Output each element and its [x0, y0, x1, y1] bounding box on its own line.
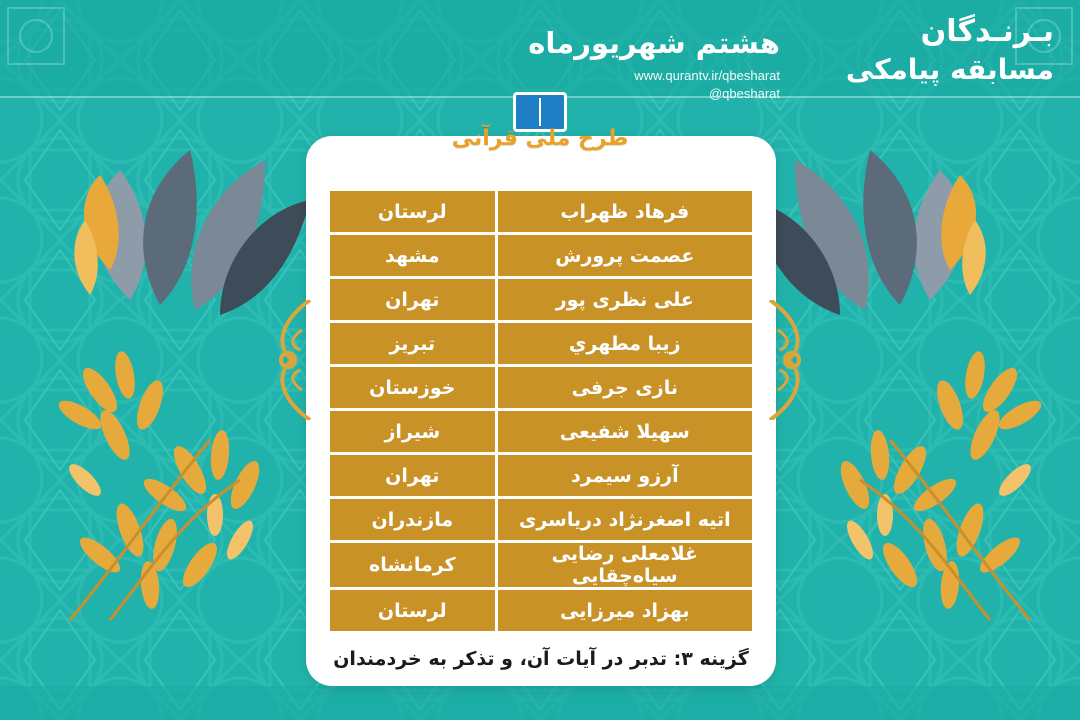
poster-title [846, 14, 1054, 86]
corner-ornament-left-icon [6, 6, 66, 66]
ornament-left-icon [272, 300, 312, 420]
winner-city: تهران [330, 455, 495, 496]
winner-name: نازی جرفی [495, 367, 752, 408]
poster-title-line1: بـرنـدگان [920, 14, 1054, 49]
poster-subheader [528, 26, 780, 101]
floral-branch-bottom-right [790, 330, 1060, 630]
winner-name: بهزاد میرزایی [495, 590, 752, 631]
winner-city: شیراز [330, 411, 495, 452]
program-logo [445, 92, 635, 156]
winner-name: سهیلا شفیعی [495, 411, 752, 452]
table-row [330, 411, 752, 452]
table-row [330, 191, 752, 232]
winner-city: لرستان [330, 191, 495, 232]
winner-city: تهران [330, 279, 495, 320]
answer-note: گزینه ۳: تدبر در آیات آن، و تذکر به خردمندان [333, 648, 749, 670]
winner-name: غلامعلی رضایی سیاه‌چقایی [495, 543, 752, 587]
poster-title-line2: مسابقه پیامکی [845, 53, 1054, 87]
table-row [330, 590, 752, 631]
winners-card [306, 136, 776, 686]
winner-name: فرهاد ظهراب [495, 191, 752, 232]
table-row [330, 543, 752, 587]
social-handle[interactable]: @qbesharat [708, 86, 780, 101]
footer-band [0, 686, 1080, 720]
winner-name: علی نظری پور [495, 279, 752, 320]
winner-name: عصمت پرورش [495, 235, 752, 276]
winner-name: اتیه اصغرنژاد دریاسری [495, 499, 752, 540]
winner-city: تبریز [330, 323, 495, 364]
table-row [330, 367, 752, 408]
floral-branch-bottom-left [40, 330, 310, 630]
table-row [330, 235, 752, 276]
winners-table-body [330, 191, 752, 631]
table-row [330, 323, 752, 364]
table-row [330, 455, 752, 496]
winner-city: خوزستان [330, 367, 495, 408]
winner-name: آرزو سیمرد [495, 455, 752, 496]
logo-script-text: طرح ملی قرآنی [451, 126, 629, 151]
winners-table [330, 188, 752, 634]
ornament-right-icon [768, 300, 808, 420]
website-url[interactable]: www.qurantv.ir/qbesharat [634, 68, 780, 83]
winner-name: زیبا مطهري [495, 323, 752, 364]
winner-city: کرمانشاه [330, 543, 495, 587]
poster-date: هشتم شهریورماه [528, 26, 780, 60]
table-row [330, 279, 752, 320]
winner-city: لرستان [330, 590, 495, 631]
winners-table-container [306, 188, 776, 634]
winner-city: مشهد [330, 235, 495, 276]
table-row [330, 499, 752, 540]
winner-city: مازندران [330, 499, 495, 540]
